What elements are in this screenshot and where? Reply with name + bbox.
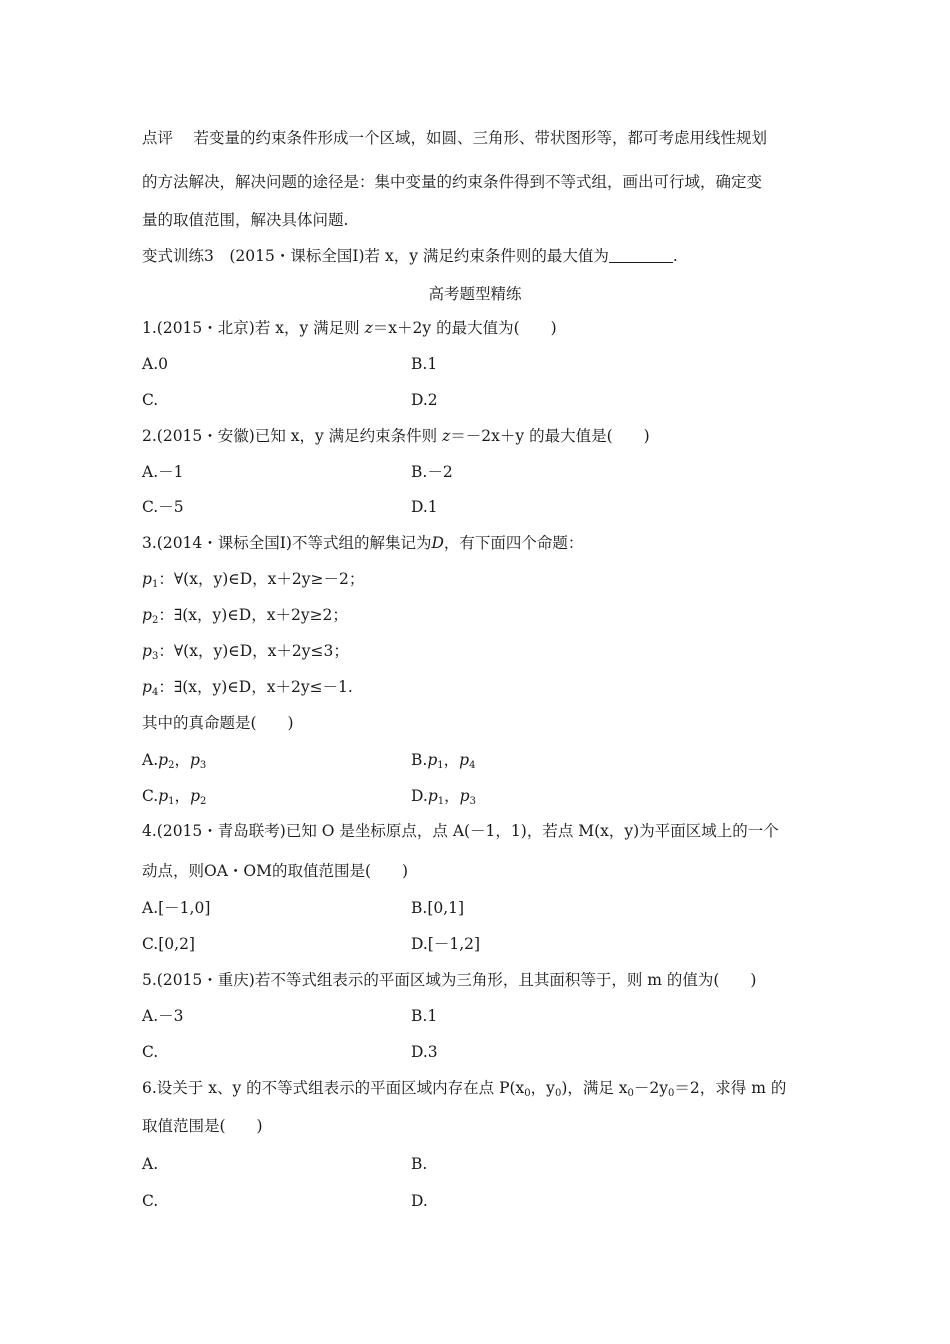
q1-option-b: B.1 (411, 355, 438, 373)
q6-text-e: ＝2，求得 m 的 (674, 1079, 787, 1097)
q6-text-d: －2y (633, 1079, 669, 1097)
q1-stem-a: 1.(2015・北京)若 x，y 满足则 (142, 319, 365, 337)
q2-option-c: C.－5 (142, 498, 184, 516)
p2-body: ：∃(x，y)∈D，x＋2y≥2； (158, 606, 348, 624)
q2-option-a: A.－1 (142, 463, 184, 481)
option-label: B. (411, 751, 428, 769)
q6-text-b: ，y (530, 1079, 555, 1097)
p-symbol: p (427, 787, 438, 805)
proposition-p4 (142, 677, 353, 697)
p1-body: ：∀(x，y)∈D，x＋2y≥－2； (158, 570, 365, 588)
p-sub: 1 (437, 760, 444, 771)
q3-option-d (411, 786, 476, 806)
q3-option-c (142, 786, 206, 806)
p-sub: 3 (199, 760, 207, 771)
q4-option-d: D.[－1,2] (411, 935, 481, 953)
comment-text-1: 若变量的约束条件形成一个区域，如圆、三角形、带状图形等，都可考虑用线性规划 (193, 129, 767, 147)
question-6-line-1 (142, 1078, 786, 1098)
q1-option-d: D.2 (411, 391, 438, 409)
q6-option-d: D. (411, 1192, 428, 1210)
section-title: 高考题型精练 (428, 285, 522, 303)
question-4-line-2: 动点，则OA・OM的取值范围是( ) (142, 862, 409, 880)
comment-line-2: 的方法解决，解决问题的途径是：集中变量的约束条件得到不等式组，画出可行域，确定变 (142, 173, 763, 191)
question-3-stem (142, 533, 583, 553)
q6-option-a: A. (142, 1155, 159, 1173)
p-symbol: p (158, 751, 169, 769)
q3-stem-b: ，有下面四个命题： (443, 534, 584, 552)
separator: ， (174, 751, 190, 769)
question-6-line-2: 取值范围是( ) (142, 1117, 263, 1135)
sub-zero: 0 (627, 1088, 634, 1099)
p3-body: ：∀(x，y)∈D，x＋2y≤3； (158, 642, 349, 660)
q2-z: z (442, 427, 451, 445)
proposition-p2 (142, 605, 348, 625)
p-sub: 1 (168, 796, 175, 807)
q2-option-b: B.－2 (411, 463, 453, 481)
p-symbol: p (158, 787, 169, 805)
p-sub: 2 (151, 615, 159, 626)
q6-option-c: C. (142, 1192, 159, 1210)
separator: ， (443, 751, 460, 769)
p-symbol: p (190, 787, 200, 805)
q5-option-c: C. (142, 1043, 159, 1061)
comment-line-3: 量的取值范围，解决具体问题. (142, 211, 349, 229)
q6-text-c: )，满足 x (561, 1079, 628, 1097)
q4-option-c: C.[0,2] (142, 935, 195, 953)
proposition-p1 (142, 569, 364, 589)
p-sub: 1 (151, 579, 159, 590)
separator: ， (174, 787, 191, 805)
question-1-stem (142, 318, 557, 338)
sub-zero: 0 (554, 1088, 562, 1099)
q2-stem-a: 2.(2015・安徽)已知 x，y 满足约束条件则 (142, 427, 443, 445)
p-symbol: p (427, 751, 438, 769)
p-sub: 2 (200, 796, 207, 807)
q4-option-b: B.[0,1] (411, 899, 465, 917)
q3-set-d: D (431, 534, 444, 552)
p-symbol: p (142, 642, 152, 660)
p4-body: ：∃(x，y)∈D，x＋2y≤－1. (158, 678, 353, 696)
proposition-p3 (142, 641, 349, 661)
p-sub: 1 (437, 796, 445, 807)
p-symbol: p (459, 787, 470, 805)
p-sub: 4 (469, 760, 476, 771)
p-sub: 3 (151, 651, 159, 662)
q3-option-a (142, 750, 206, 770)
sub-zero: 0 (668, 1088, 675, 1099)
option-label: A. (142, 751, 159, 769)
q5-option-a: A.－3 (142, 1007, 184, 1025)
q1-z: z (364, 319, 373, 337)
answer-blank (609, 248, 673, 263)
q2-option-d: D.1 (411, 498, 438, 516)
question-4-line-1: 4.(2015・青岛联考)已知 O 是坐标原点，点 A(－1，1)，若点 M(x，y)为平面区域上的一个 (142, 822, 779, 840)
option-label: C. (142, 787, 159, 805)
p-symbol: p (189, 751, 200, 769)
separator: ， (444, 787, 460, 805)
p-symbol: p (459, 751, 470, 769)
variant-tail: . (672, 247, 678, 265)
p-sub: 3 (469, 796, 476, 807)
q1-option-c: C. (142, 391, 159, 409)
variant-exercise (142, 246, 678, 266)
sub-zero: 0 (524, 1088, 531, 1099)
question-2-stem (142, 426, 650, 446)
q1-stem-b: ＝x＋2y 的最大值为( ) (372, 319, 557, 337)
q6-option-b: B. (411, 1155, 428, 1173)
p-symbol: p (142, 570, 152, 588)
q5-option-d: D.3 (411, 1043, 438, 1061)
q1-option-a: A.0 (142, 355, 168, 373)
q3-option-b (411, 750, 475, 770)
q4-option-a: A.[－1,0] (142, 899, 211, 917)
variant-text: 变式训练3 (2015・课标全国Ⅰ)若 x，y 满足约束条件则的最大值为 (142, 247, 609, 265)
q2-stem-b: ＝－2x＋y 的最大值是( ) (450, 427, 650, 445)
q5-option-b: B.1 (411, 1007, 438, 1025)
p-sub: 4 (151, 687, 159, 698)
comment-label: 点评 (142, 129, 174, 147)
p-symbol: p (142, 678, 152, 696)
p-sub: 2 (168, 760, 175, 771)
question-5-stem: 5.(2015・重庆)若不等式组表示的平面区域为三角形，且其面积等于，则 m 的值为( ) (142, 971, 757, 989)
comment-line-1 (142, 128, 767, 148)
p-symbol: p (142, 606, 152, 624)
q6-text-a: 6.设关于 x、y 的不等式组表示的平面区域内存在点 P(x (142, 1079, 525, 1097)
q3-stem-a: 3.(2014・课标全国Ⅰ)不等式组的解集记为 (142, 534, 432, 552)
option-label: D. (411, 787, 428, 805)
q3-ask: 其中的真命题是( ) (142, 714, 294, 732)
